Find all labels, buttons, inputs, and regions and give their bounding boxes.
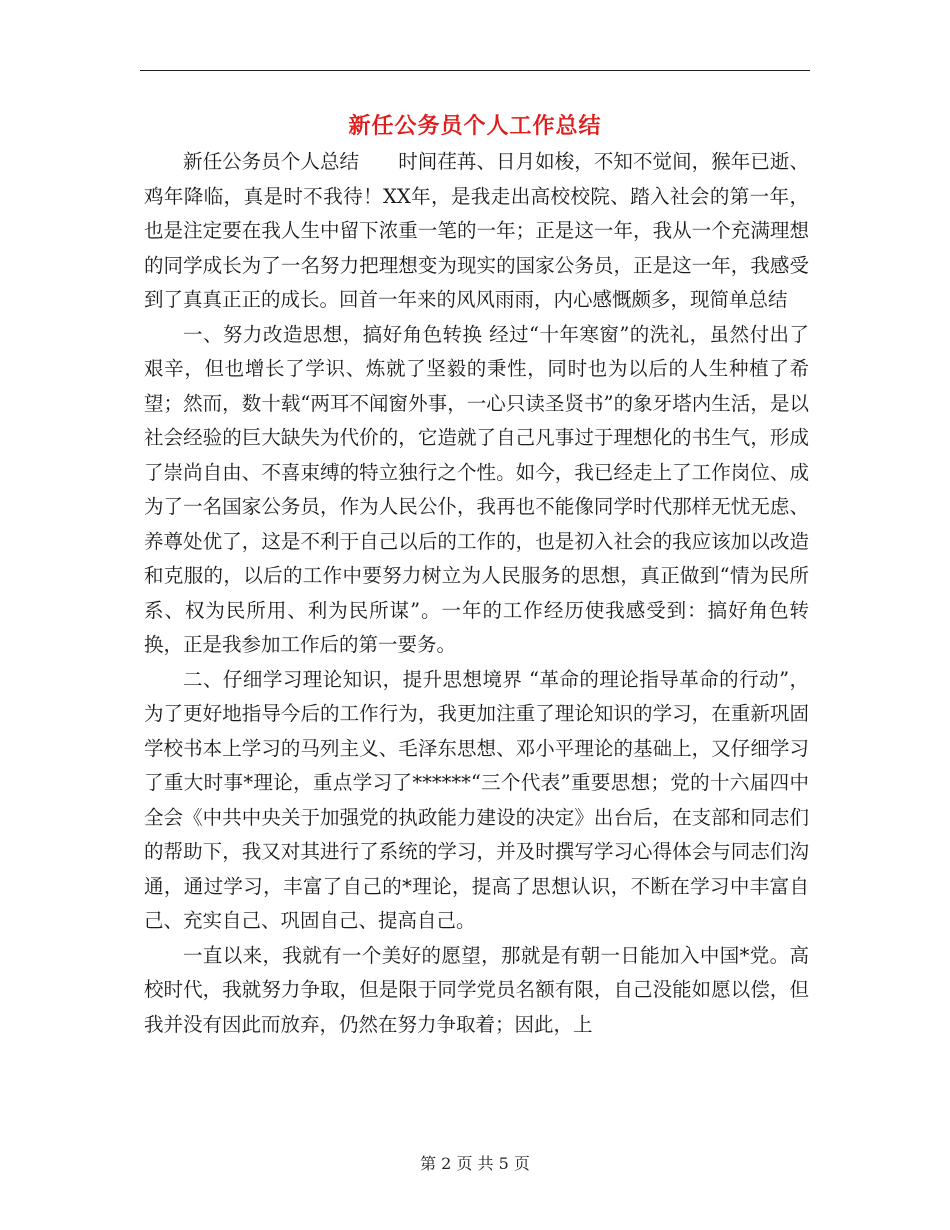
paragraph-section-1: 一、努力改造思想，搞好角色转换 经过“十年寒窗”的洗礼，虽然付出了艰辛，但也增长了学识、炼就了坚毅的秉性，同时也为以后的人生种植了希望；然而，数十载“两耳不闻窗外事，一心只读圣贤书”的象牙塔内生活，是以社会经验的巨大缺失为代价的，它造就了自己凡事过于理想化的书生气，形成了崇尚自由、不喜束缚的特立独行之个性。如今，我已经走上了工作岗位、成为了一名国家公务员，作为人民公仆，我再也不能像同学时代那样无忧无虑、养尊处优了，这是不利于自己以后的工作的，也是初入社会的我应该加以改造和克服的，以后的工作中要努力树立为人民服务的思想，真正做到“情为民所系、权为民所用、利为民所谋”。一年的工作经历使我感受到：搞好角色转换，正是我参加工作后的第一要务。 — [144, 322, 809, 656]
paragraph-party-wish: 一直以来，我就有一个美好的愿望，那就是有朝一日能加入中国*党。高校时代，我就努力争取，但是限于同学党员名额有限，自己没能如愿以偿，但我并没有因此而放弃，仍然在努力争取着；因此，上 — [144, 943, 809, 1036]
page-number: 第 2 页 共 5 页 — [420, 1154, 530, 1173]
header-rule — [140, 70, 810, 71]
document-title: 新任公务员个人工作总结 — [348, 113, 602, 139]
document-body — [144, 145, 809, 1042]
paragraph-section-2: 二、仔细学习理论知识，提升思想境界 “革命的理论指导革命的行动”，为了更好地指导今后的工作行为，我更加注重了理论知识的学习，在重新巩固学校书本上学习的马列主义、毛泽东思想、邓小平理论的基础上，又仔细学习了重大时事*理论，重点学习了******“三个代表”重要思想；党的十六届四中全会《中共中央关于加强党的执政能力建设的决定》出台后，在支部和同志们的帮助下，我又对其进行了系统的学习，并及时撰写学习心得体会与同志们沟通，通过学习，丰富了自己的*理论，提高了思想认识，不断在学习中丰富自己、充实自己、巩固自己、提高自己。 — [144, 667, 809, 932]
paragraph-intro: 新任公务员个人总结 时间荏苒、日月如梭，不知不觉间，猴年已逝、鸡年降临，真是时不我待！XX年，是我走出高校校院、踏入社会的第一年，也是注定要在我人生中留下浓重一笔的一年；正是这一年，我从一个充满理想的同学成长为了一名努力把理想变为现实的国家公务员，正是这一年，我感受到了真真正正的成长。回首一年来的风风雨雨，内心感慨颇多，现简单总结 — [144, 150, 809, 311]
